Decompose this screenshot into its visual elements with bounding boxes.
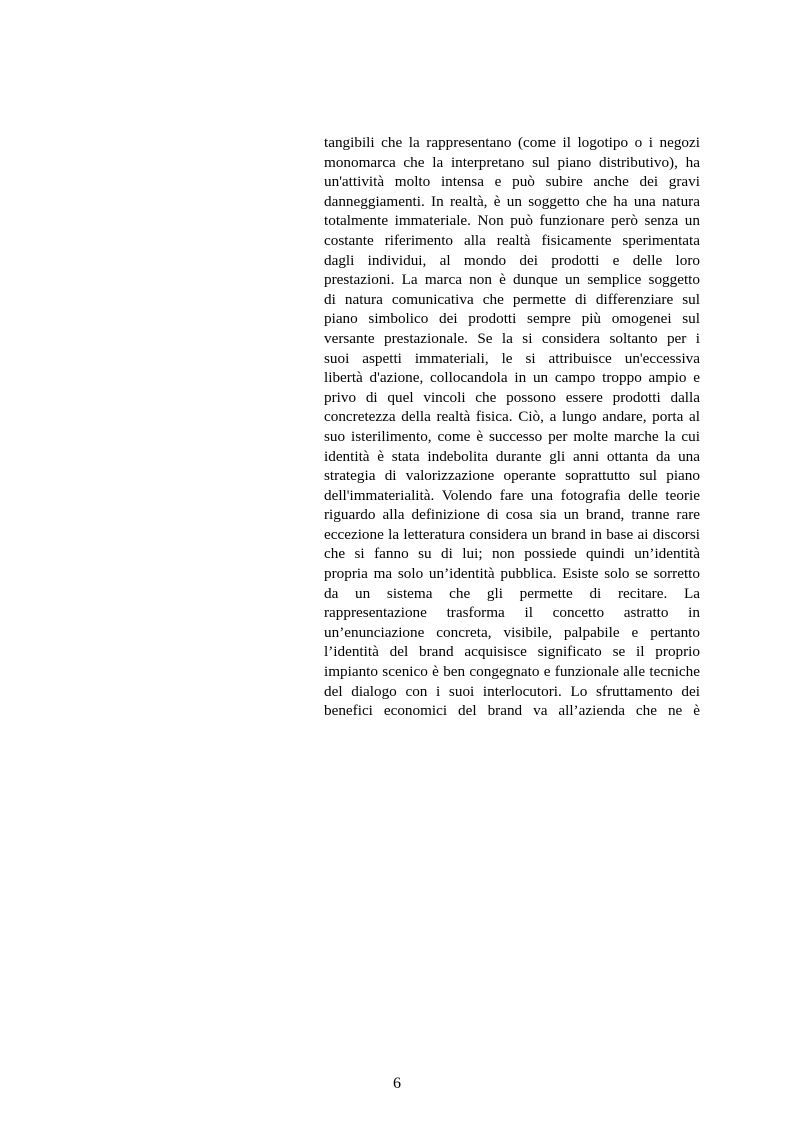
text-line: monomarca che la interpretano sul piano distributivo), ha bbox=[324, 153, 700, 171]
text-line: privo di quel vincoli che possono essere prodotti dalla bbox=[324, 388, 700, 406]
text-line: strategia di valorizzazione operante soprattutto sul piano bbox=[324, 467, 700, 485]
text-line: propria ma solo un’identità pubblica. Esiste solo se sorretto bbox=[324, 565, 700, 583]
text-line: suo isterilimento, come è successo per molte marche la cui bbox=[324, 427, 700, 445]
text-line: un'attività molto intensa e può subire anche dei gravi bbox=[324, 173, 700, 191]
text-line: un’enunciazione concreta, visibile, palpabile e pertanto bbox=[324, 623, 700, 641]
text-line: totalmente immateriale. Non può funzionare però senza un bbox=[324, 212, 700, 230]
text-line: riguardo alla definizione di cosa sia un brand, tranne rare bbox=[324, 506, 700, 524]
text-line: danneggiamenti. In realtà, è un soggetto che ha una natura bbox=[324, 192, 700, 210]
text-line: libertà d'azione, collocandola in un campo troppo ampio e bbox=[324, 369, 700, 387]
text-line: prestazioni. La marca non è dunque un semplice soggetto bbox=[324, 271, 700, 289]
text-line: tangibili che la rappresentano (come il logotipo o i negozi bbox=[324, 134, 700, 151]
text-line: identità è stata indebolita durante gli anni ottanta da una bbox=[324, 447, 700, 465]
text-line: da un sistema che gli permette di recitare. La bbox=[324, 584, 700, 602]
text-line: eccezione la letteratura considera un brand in base ai discorsi bbox=[324, 525, 700, 543]
text-line: di natura comunicativa che permette di differenziare sul bbox=[324, 290, 700, 308]
text-line: benefici economici del brand va all’azienda che ne è bbox=[324, 702, 700, 720]
text-line: del dialogo con i suoi interlocutori. Lo sfruttamento dei bbox=[324, 682, 700, 700]
page-number: 6 bbox=[393, 1075, 401, 1092]
text-line: versante prestazionale. Se la si considera soltanto per i bbox=[324, 329, 700, 347]
text-line: dell'immaterialità. Volendo fare una fotografia delle teorie bbox=[324, 486, 700, 504]
text-line: costante riferimento alla realtà fisicamente sperimentata bbox=[324, 231, 700, 249]
text-line: suoi aspetti immateriali, le si attribuisce un'eccessiva bbox=[324, 349, 700, 367]
text-line: impianto scenico è ben congegnato e funzionale alle tecniche bbox=[324, 663, 700, 681]
text-line: rappresentazione trasforma il concetto astratto in bbox=[324, 604, 700, 622]
text-line: l’identità del brand acquisisce significato se il proprio bbox=[324, 643, 700, 661]
body-text bbox=[324, 133, 700, 721]
text-line: che si fanno su di lui; non possiede quindi un’identità bbox=[324, 545, 700, 563]
text-line: dagli individui, al mondo dei prodotti e delle loro bbox=[324, 251, 700, 269]
text-line: piano simbolico dei prodotti sempre più omogenei sul bbox=[324, 310, 700, 328]
text-line: concretezza della realtà fisica. Ciò, a lungo andare, porta al bbox=[324, 408, 700, 426]
